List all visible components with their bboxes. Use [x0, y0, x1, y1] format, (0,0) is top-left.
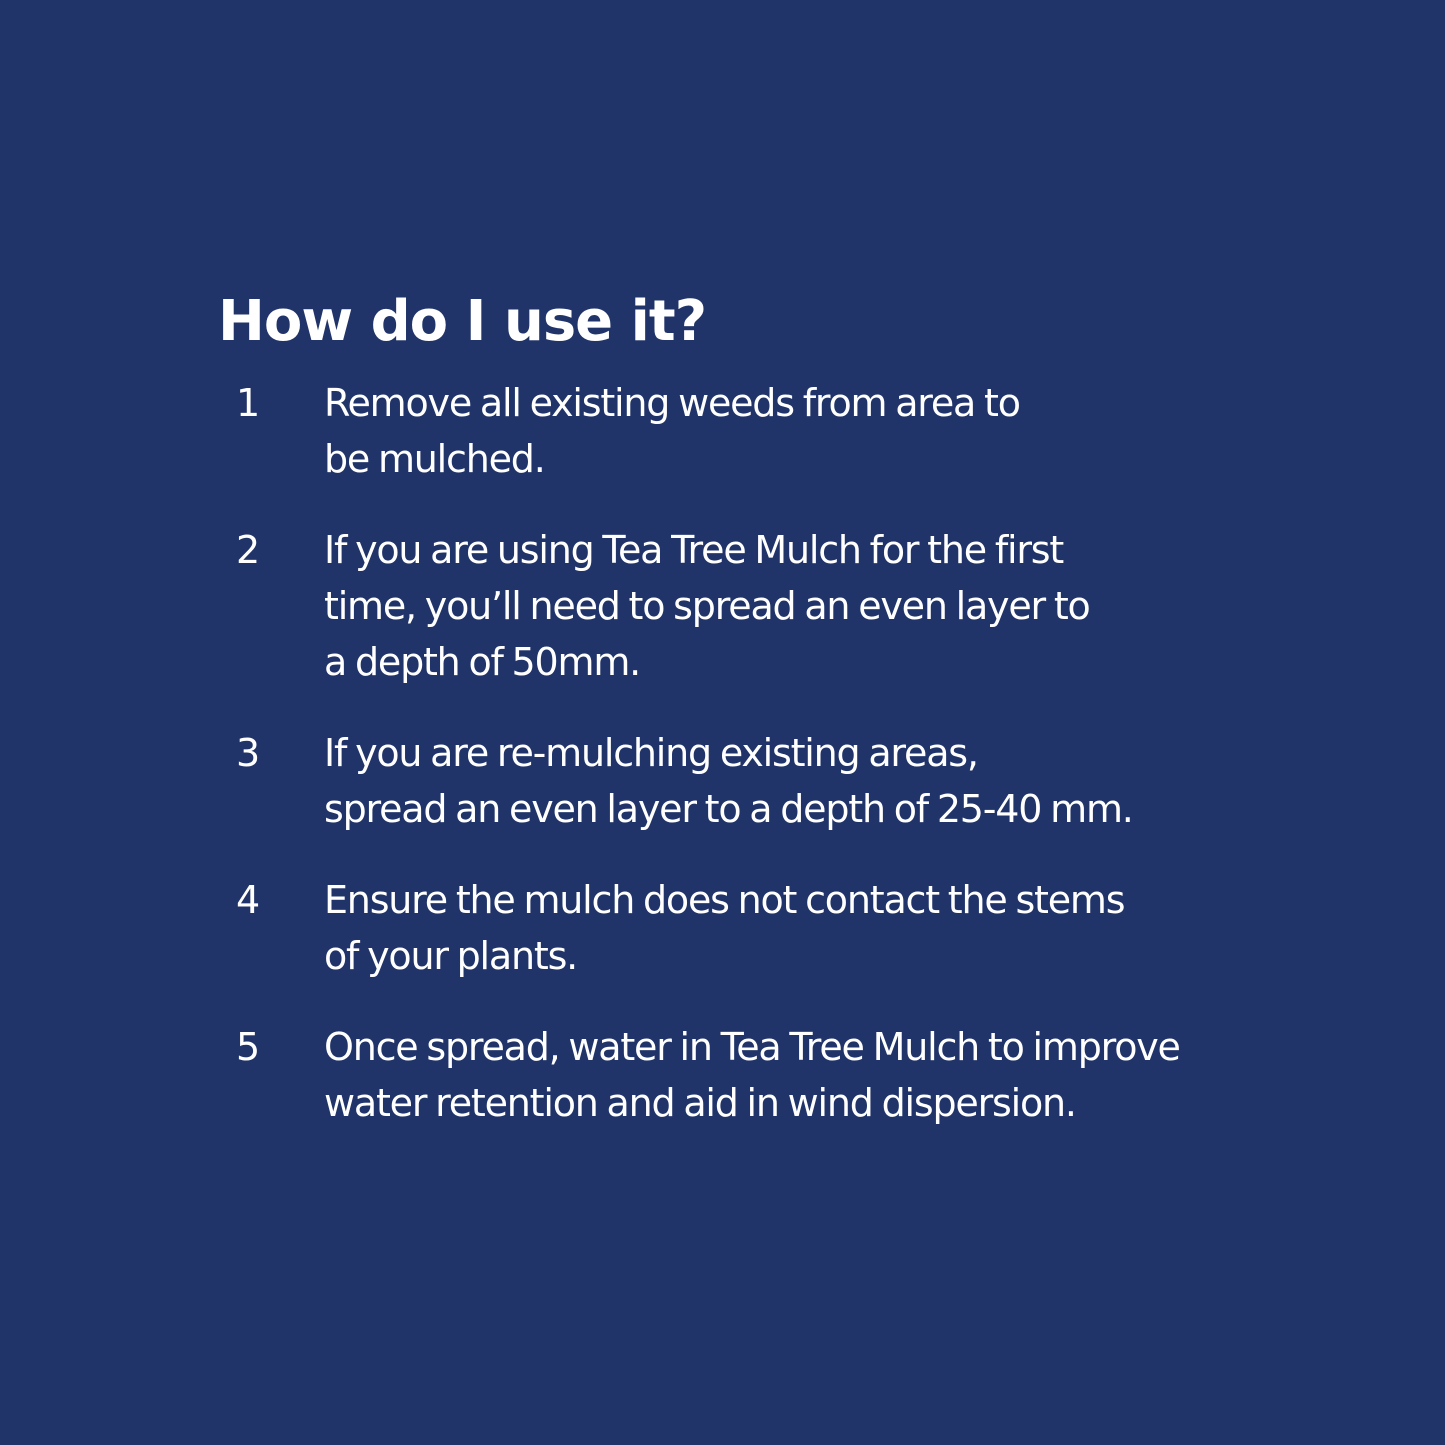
step-item: [0, 725, 1445, 837]
step-number: 1: [236, 381, 261, 425]
step-text: If you are re-mulching existing areas, spread an even layer to a depth of 25-40 mm.: [324, 731, 1133, 831]
step-number: 2: [236, 528, 261, 572]
step-text: If you are using Tea Tree Mulch for the first time, you’ll need to spread an even layer to a depth of 50mm.: [324, 528, 1090, 684]
step-text: Once spread, water in Tea Tree Mulch to improve water retention and aid in wind dispersion.: [324, 1025, 1180, 1125]
step-number: 5: [236, 1025, 261, 1069]
step-item: [0, 375, 1445, 487]
step-text: Ensure the mulch does not contact the stems of your plants.: [324, 878, 1125, 978]
step-item: [0, 872, 1445, 984]
page-title: How do I use it?: [218, 289, 707, 354]
step-number: 4: [236, 878, 261, 922]
step-number: 3: [236, 731, 261, 775]
step-text: Remove all existing weeds from area to be mulched.: [324, 381, 1020, 481]
step-item: [0, 1019, 1445, 1131]
step-item: [0, 522, 1445, 690]
steps-list: [0, 375, 1445, 1166]
